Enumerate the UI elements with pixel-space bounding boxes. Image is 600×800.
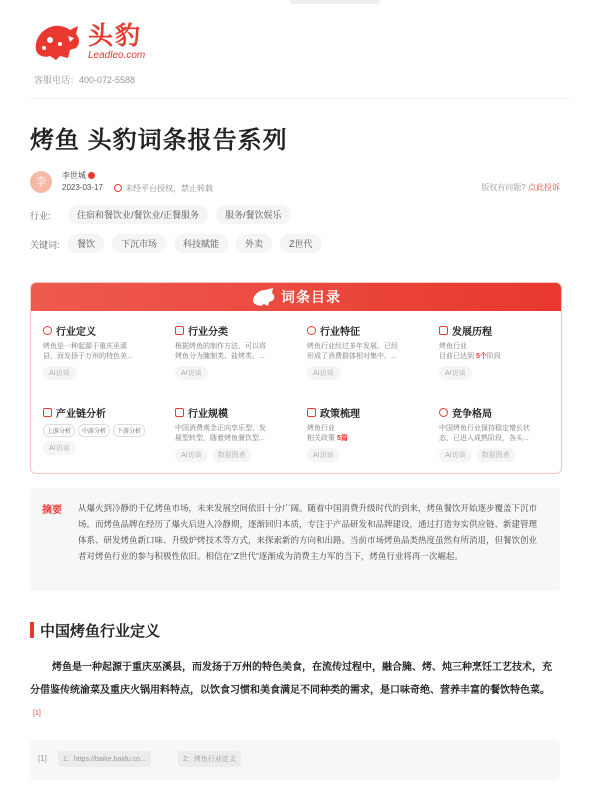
toc-desc-line: 烤鱼分为腌制类、盐烤类、... <box>175 353 265 360</box>
industry-label: 行业: <box>30 211 51 221</box>
keyword-tags <box>68 234 322 253</box>
summary-box <box>30 488 560 591</box>
search-icon <box>43 326 52 335</box>
upstream-tag[interactable]: 上游分析 <box>43 424 75 437</box>
toc-desc-line <box>307 434 425 444</box>
toc-item-definition[interactable] <box>43 323 161 380</box>
report-prefix: 版权有问题? <box>481 183 526 192</box>
keyword-tag[interactable]: 外卖 <box>236 234 272 253</box>
industry-tag[interactable]: 服务/餐饮娱乐 <box>216 205 291 224</box>
reference-link[interactable]: 1：https://baike.baidu.co... <box>58 751 151 767</box>
author-name-text: 李世城 <box>62 171 86 180</box>
ai-interview-tag[interactable]: AI访谈 <box>439 448 472 462</box>
toc-desc-line: 县，而发扬于万州的特色美... <box>43 353 133 360</box>
toc-desc-line: 态，已进入成熟阶段，各头... <box>439 435 529 442</box>
toc-item-desc <box>307 424 425 444</box>
ai-interview-tag[interactable]: AI访谈 <box>43 441 76 455</box>
author-name[interactable] <box>62 170 95 181</box>
toc-item-title: 政策梳理 <box>320 409 360 420</box>
toc-item-competition[interactable] <box>439 405 557 462</box>
summary-text: 从爆火到冷静的千亿烤鱼市场，未来发展空间依旧十分广阔。随着中国消费升级时代的到来，烤鱼餐饮开始逐步覆盖下沉市场。而烤鱼品牌在经历了爆火后进入冷静期，逐渐回归本质，专注于产品研发和品牌建设，通过打造夯实供应链、新建管理体系、研发烤鱼新口味、升级炉烤技术等方式，来探索新的方向和出路。当前市场烤鱼品类热度虽然有所消退，但餐饮创业者对烤鱼行业的参与积极性依旧。相信在“Z世代”逐渐成为消费主力军的当下，烤鱼行业将再一次崛起。 <box>78 503 538 561</box>
toc-panel <box>30 282 562 474</box>
ai-interview-tag[interactable]: AI访谈 <box>175 366 208 380</box>
toc-desc-line: 烤鱼行业 <box>307 425 335 432</box>
author-badge-icon <box>88 172 95 179</box>
page-title: 烤鱼 头豹词条报告系列 <box>30 127 288 154</box>
ban-icon <box>114 184 122 192</box>
toc-item-title: 竞争格局 <box>452 409 492 420</box>
toc-item-desc <box>307 342 425 362</box>
report-action[interactable]: 点此投诉 <box>528 183 560 192</box>
toc-item-desc <box>175 342 293 362</box>
ai-interview-tag[interactable]: AI访谈 <box>307 448 340 462</box>
toc-item-desc <box>175 424 293 444</box>
document-icon <box>307 408 316 417</box>
header-divider <box>30 98 570 99</box>
copyright-note-text: 未经平台授权，禁止转载 <box>125 184 213 193</box>
chain-subtags <box>43 424 161 437</box>
keyword-tag[interactable]: 餐饮 <box>68 234 104 253</box>
author-row <box>30 170 560 196</box>
toc-item-value-chain[interactable] <box>43 405 161 455</box>
bar-chart-icon <box>175 408 184 417</box>
toc-item-title: 行业分类 <box>188 327 228 338</box>
ai-interview-tag[interactable]: AI访谈 <box>175 448 208 462</box>
toc-item-desc <box>439 342 557 362</box>
toc-item-title: 产业链分析 <box>56 409 106 420</box>
toc-desc-line: 烤鱼是一种起源于重庆巫溪 <box>43 343 127 350</box>
reference-link[interactable]: 2：烤鱼行业定义 <box>178 751 241 767</box>
toc-item-history[interactable] <box>439 323 557 380</box>
keyword-tag[interactable]: 下沉市场 <box>112 234 166 253</box>
hierarchy-icon <box>175 326 184 335</box>
section-accent-bar <box>30 622 34 638</box>
industry-tag[interactable]: 住宿和餐饮业/餐饮业/正餐服务 <box>68 205 208 224</box>
midstream-tag[interactable]: 中游分析 <box>78 424 110 437</box>
toc-title: 词条目录 <box>281 289 341 305</box>
section-body-text: 烤鱼是一种起源于重庆巫溪县，而发扬于万州的特色美食，在流传过程中，融合腌、烤、炖三种烹饪工艺技术，充分借鉴传统渝菜及重庆火锅用料特点，以饮食习惯和美食满足不同种类的需求，是口味奇绝、营养丰富的餐饮特色菜。 <box>30 662 552 696</box>
citation-link[interactable]: [1] <box>33 710 41 717</box>
toc-desc-line: 烤鱼行业经过多年发展，已经 <box>307 343 398 350</box>
toc-item-title: 行业定义 <box>56 327 96 338</box>
toc-item-desc <box>439 424 557 444</box>
report-link[interactable] <box>481 182 560 193</box>
toc-item-policy[interactable] <box>307 405 425 462</box>
brand-logo[interactable] <box>30 20 145 64</box>
summary-label: 摘要 <box>42 505 62 516</box>
toc-item-features[interactable] <box>307 323 425 380</box>
avatar[interactable]: 李 <box>30 171 52 193</box>
ai-interview-tag[interactable]: AI访谈 <box>307 366 340 380</box>
keyword-tag[interactable]: 科技赋能 <box>174 234 228 253</box>
section-title: 中国烤鱼行业定义 <box>40 623 161 640</box>
copyright-note <box>114 183 213 194</box>
downstream-tag[interactable]: 下游分析 <box>113 424 145 437</box>
leopard-logo-icon <box>30 20 82 64</box>
toc-item-title: 发展历程 <box>452 327 492 338</box>
toc-header <box>31 283 561 311</box>
data-chart-tag[interactable]: 数据图表 <box>476 448 516 462</box>
brand-name-cn: 头豹 <box>88 22 143 50</box>
top-edge-tab <box>290 0 380 4</box>
brand-name-en: Leadleo.com <box>88 50 146 61</box>
toc-desc-line <box>439 352 557 362</box>
reference-index: [1] <box>38 754 47 763</box>
keyword-tag[interactable]: Z世代 <box>280 234 322 253</box>
desc-prefix: 相关政策 <box>307 435 337 442</box>
pie-icon <box>439 408 448 417</box>
toc-desc-line: 展型转型，随着烤鱼餐饮型... <box>175 435 265 442</box>
section-body <box>30 656 560 728</box>
target-icon <box>307 326 316 335</box>
toc-item-market-size[interactable] <box>175 405 293 462</box>
keywords-label: 关键词: <box>30 240 60 250</box>
ai-interview-tag[interactable]: AI访谈 <box>439 366 472 380</box>
references-box <box>30 740 560 780</box>
toc-item-classification[interactable] <box>175 323 293 380</box>
toc-desc-line: 烤鱼行业 <box>439 343 467 350</box>
chain-icon <box>43 408 52 417</box>
toc-desc-line: 中国消费观念正向享乐型、发 <box>175 425 266 432</box>
service-phone: 客服电话：400-072-5588 <box>34 75 136 85</box>
leopard-icon <box>251 287 277 307</box>
desc-highlight: 5篇 <box>336 435 348 442</box>
desc-highlight: 5个 <box>475 353 487 360</box>
toc-desc-line: 根据烤鱼的制作方法，可以将 <box>175 343 266 350</box>
ai-interview-tag[interactable]: AI访谈 <box>43 366 76 380</box>
data-chart-tag[interactable]: 数据图表 <box>212 448 252 462</box>
publish-date: 2023-03-17 <box>62 183 103 192</box>
toc-desc-line: 形成了消费群体相对集中、... <box>307 353 397 360</box>
toc-item-title: 行业特征 <box>320 327 360 338</box>
toc-desc-line: 中国烤鱼行业保持稳定增长状 <box>439 425 530 432</box>
industry-tags <box>68 205 291 224</box>
desc-prefix: 目前已达到 <box>439 353 476 360</box>
toc-item-desc <box>43 342 161 362</box>
desc-suffix: 阶段 <box>486 353 501 360</box>
toc-item-title: 行业规模 <box>188 409 228 420</box>
timeline-icon <box>439 326 448 335</box>
